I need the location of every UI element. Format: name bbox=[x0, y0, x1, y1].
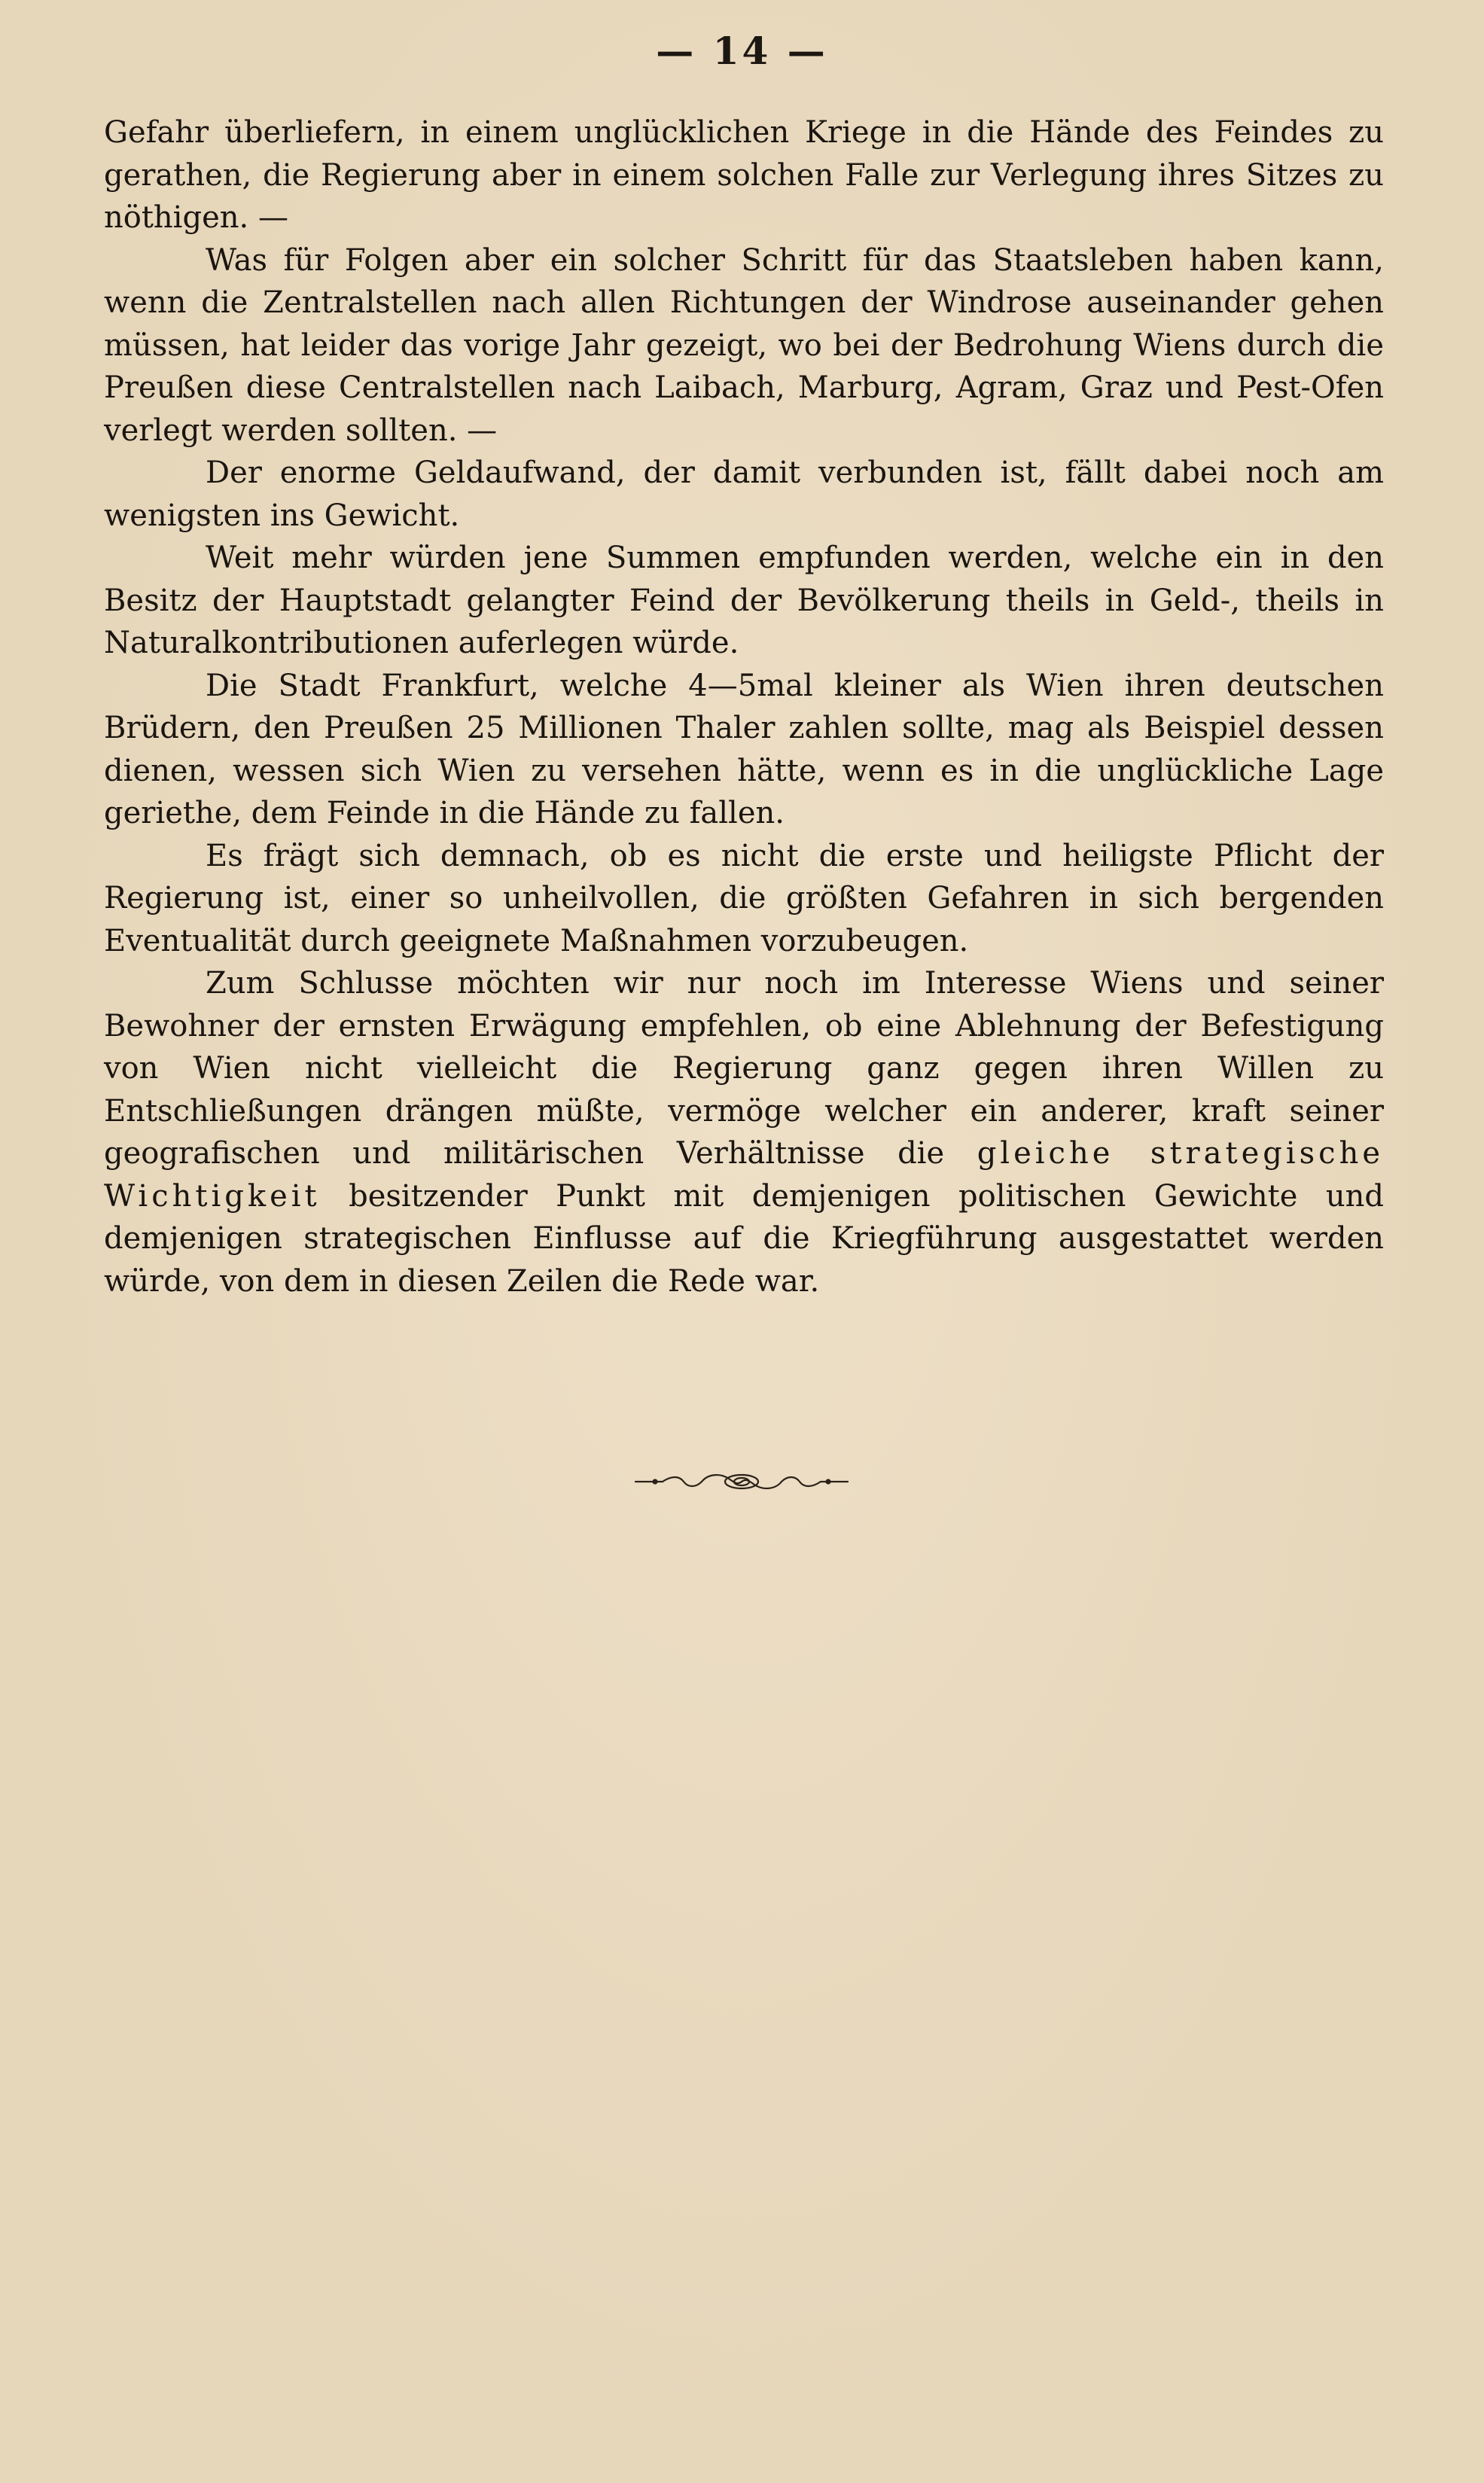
paragraph: Es frägt sich demnach, ob es nicht die erste und heiligste Pflicht der Regierung ist, einer so unheilvollen, die größten Gefahren in sich bergenden Eventualität durch geeignete Maßnahmen vorzubeugen. bbox=[104, 838, 1384, 958]
paragraph-final bbox=[104, 962, 1384, 1302]
body-text bbox=[104, 111, 1384, 1302]
paragraph: Was für Folgen aber ein solcher Schritt für das Staatsleben haben kann, wenn die Zentralstellen nach allen Richtungen der Windrose auseinander gehen müssen, hat leider das vorige Jahr gezeigt, wo bei der Bedrohung Wiens durch die Preußen diese Centralstellen nach Laibach, Marburg, Agram, Graz und Pest-Ofen verlegt werden sollten. — bbox=[104, 242, 1384, 448]
paragraph: Die Stadt Frankfurt, welche 4—5mal kleiner als Wien ihren deutschen Brüdern, den Preußen 25 Millionen Thaler zahlen sollte, mag als Beispiel dessen dienen, wessen sich Wien zu versehen hätte, wenn es in die unglückliche Lage geriethe, dem Feinde in die Hände zu fallen. bbox=[104, 668, 1384, 830]
emphasized-text: gleiche strategische Wichtigkeit bbox=[104, 1136, 1385, 1214]
paragraph: Weit mehr würden jene Summen empfunden werden, welche ein in den Besitz der Hauptstadt gelangter Feind der Bevölkerung theils in Geld-, theils in Naturalkontributionen auferlegen würde. bbox=[104, 541, 1384, 660]
paragraph: Der enorme Geldaufwand, der damit verbunden ist, fällt dabei noch am wenigsten ins Gewicht. bbox=[104, 455, 1384, 533]
page-number: — 14 — bbox=[656, 29, 828, 73]
paragraph-text: besitzender Punkt mit demjenigen politischen Gewichte und demjenigen strategischen Einflusse auf die Kriegführung ausgestattet werden würde, von dem in diesen Zeilen die Rede war. bbox=[104, 1178, 1384, 1299]
flourish-divider-icon bbox=[632, 1467, 851, 1497]
paragraph: Gefahr überliefern, in einem unglücklichen Kriege in die Hände des Feindes zu gerathen, die Regierung aber in einem solchen Falle zur Verlegung ihres Sitzes zu nöthigen. — bbox=[104, 115, 1384, 235]
paragraph-text: Zum Schlusse möchten wir nur noch im Interesse Wiens und seiner Bewohner der ernsten Erwägung empfehlen, ob eine Ablehnung der Befestigung von Wien nicht vielleicht die Regierung ganz gegen ihren Willen zu Entschließungen drängen müßte, vermöge welcher ein anderer, kraft seiner geografischen und militärischen Verhältnisse die bbox=[104, 966, 1384, 1171]
